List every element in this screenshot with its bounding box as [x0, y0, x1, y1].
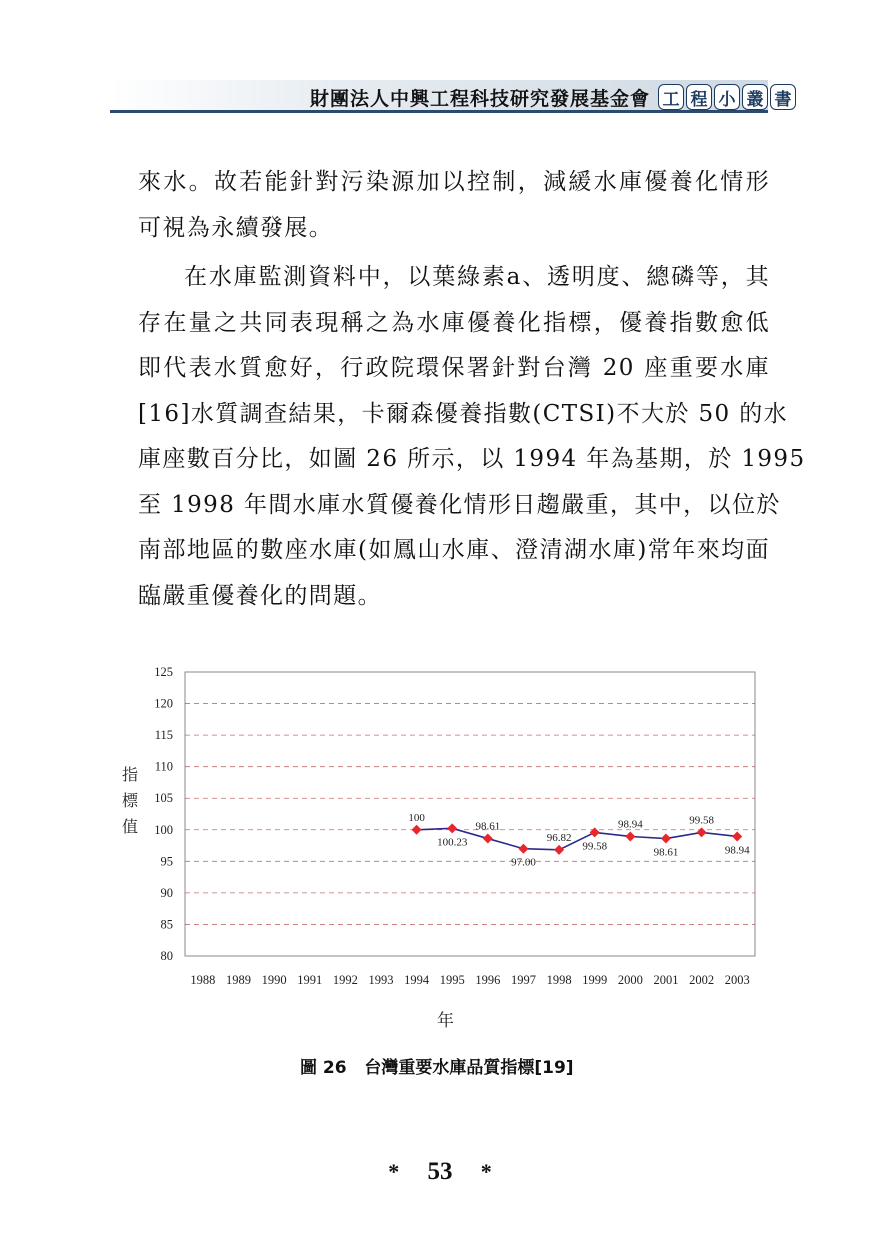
y-tick-label: 80 [160, 949, 173, 963]
series-char: 程 [686, 84, 712, 110]
x-tick-label: 1993 [368, 973, 394, 987]
header-series-title [658, 84, 798, 110]
x-tick-label: 2002 [689, 973, 715, 987]
y-axis-label: 指標值 [121, 765, 138, 836]
y-tick-label: 115 [154, 728, 173, 743]
x-tick-label: 2000 [617, 973, 643, 987]
data-point [661, 834, 671, 844]
x-tick-label: 1996 [475, 973, 501, 987]
data-point [483, 834, 493, 844]
y-tick-label: 85 [160, 917, 173, 932]
text-line: 即代表水質愈好，行政院環保署針對台灣 20 座重要水庫 [138, 355, 770, 381]
x-tick-label: 1991 [297, 973, 323, 987]
data-label: 98.94 [617, 818, 643, 831]
x-tick-label: 2001 [653, 973, 679, 987]
data-label: 98.94 [724, 844, 750, 857]
text-line: 至 1998 年間水庫水質優養化情形日趨嚴重，其中，以位於 [138, 491, 781, 518]
series-char: 工 [658, 84, 684, 110]
figure-caption-text: 台灣重要水庫品質指標[19] [364, 1058, 574, 1078]
data-label: 98.61 [653, 846, 679, 859]
y-tick-label: 90 [160, 885, 173, 900]
x-tick-label: 1994 [404, 973, 430, 987]
x-tick-label: 1988 [190, 973, 216, 987]
text-line: [16]水質調查結果，卡爾森優養指數(CTSI)不大於 50 的水 [138, 400, 789, 427]
paragraph-1 [138, 160, 770, 251]
data-point [732, 831, 742, 841]
text-line: 在水庫監測資料中，以葉綠素a、透明度、總磷等，其 [184, 264, 770, 290]
data-label: 100.23 [437, 836, 468, 849]
data-point [625, 831, 635, 841]
series-char: 叢 [742, 84, 768, 110]
paragraph-2 [138, 255, 806, 619]
series-char: 書 [770, 84, 796, 110]
data-point [697, 827, 707, 837]
text-line: 來水。故若能針對污染源加以控制，減緩水庫優養化情形 [138, 169, 770, 195]
data-point [554, 845, 564, 855]
data-label: 100 [408, 811, 425, 824]
text-line: 存在量之共同表現稱之為水庫優養化指標，優養指數愈低 [138, 309, 770, 336]
series-char: 小 [714, 84, 740, 110]
x-axis-label: 年 [437, 1011, 454, 1031]
text-line: 庫座數百分比，如圖 26 所示，以 1994 年為基期，於 1995 [138, 446, 806, 472]
text-line: 可視為永續發展。 [138, 214, 334, 241]
figure-label: 圖 26 [300, 1058, 347, 1078]
footer-star-left: * [388, 1159, 400, 1184]
figure-caption [300, 1053, 574, 1078]
text-line: 南部地區的數座水庫(如鳳山水庫、澄清湖水庫)常年來均面 [138, 537, 770, 563]
data-point [590, 827, 600, 837]
data-label: 98.61 [475, 820, 501, 833]
data-point [518, 844, 528, 854]
data-label: 97.00 [511, 856, 536, 869]
header-organization: 財團法人中興工程科技研究發展基金會 [309, 88, 650, 110]
y-tick-label: 100 [154, 822, 173, 837]
y-tick-label: 105 [154, 791, 173, 806]
data-point [412, 825, 422, 835]
reservoir-quality-chart [110, 650, 790, 1010]
x-tick-label: 1992 [332, 973, 358, 987]
x-tick-label: 1997 [510, 973, 536, 987]
x-tick-label: 1995 [439, 973, 465, 987]
page-number: 53 [427, 1158, 453, 1185]
x-tick-label: 1999 [582, 973, 608, 987]
x-tick-label: 1990 [261, 973, 287, 987]
text-line: 臨嚴重優養化的問題。 [138, 582, 382, 609]
x-tick-label: 1998 [546, 973, 572, 987]
y-tick-label: 120 [154, 696, 173, 711]
y-tick-label: 95 [160, 854, 173, 869]
x-tick-label: 1989 [225, 973, 251, 987]
data-label: 96.82 [546, 831, 572, 844]
data-point [447, 823, 457, 833]
page-footer [0, 1158, 880, 1186]
footer-star-right: * [480, 1159, 492, 1184]
y-tick-label: 110 [154, 759, 173, 774]
plot-frame [185, 672, 755, 956]
y-tick-label: 125 [154, 665, 173, 679]
chart-plot [110, 650, 790, 1000]
data-label: 99.58 [689, 814, 714, 827]
data-label: 99.58 [582, 840, 608, 853]
x-tick-label: 2003 [724, 973, 750, 987]
